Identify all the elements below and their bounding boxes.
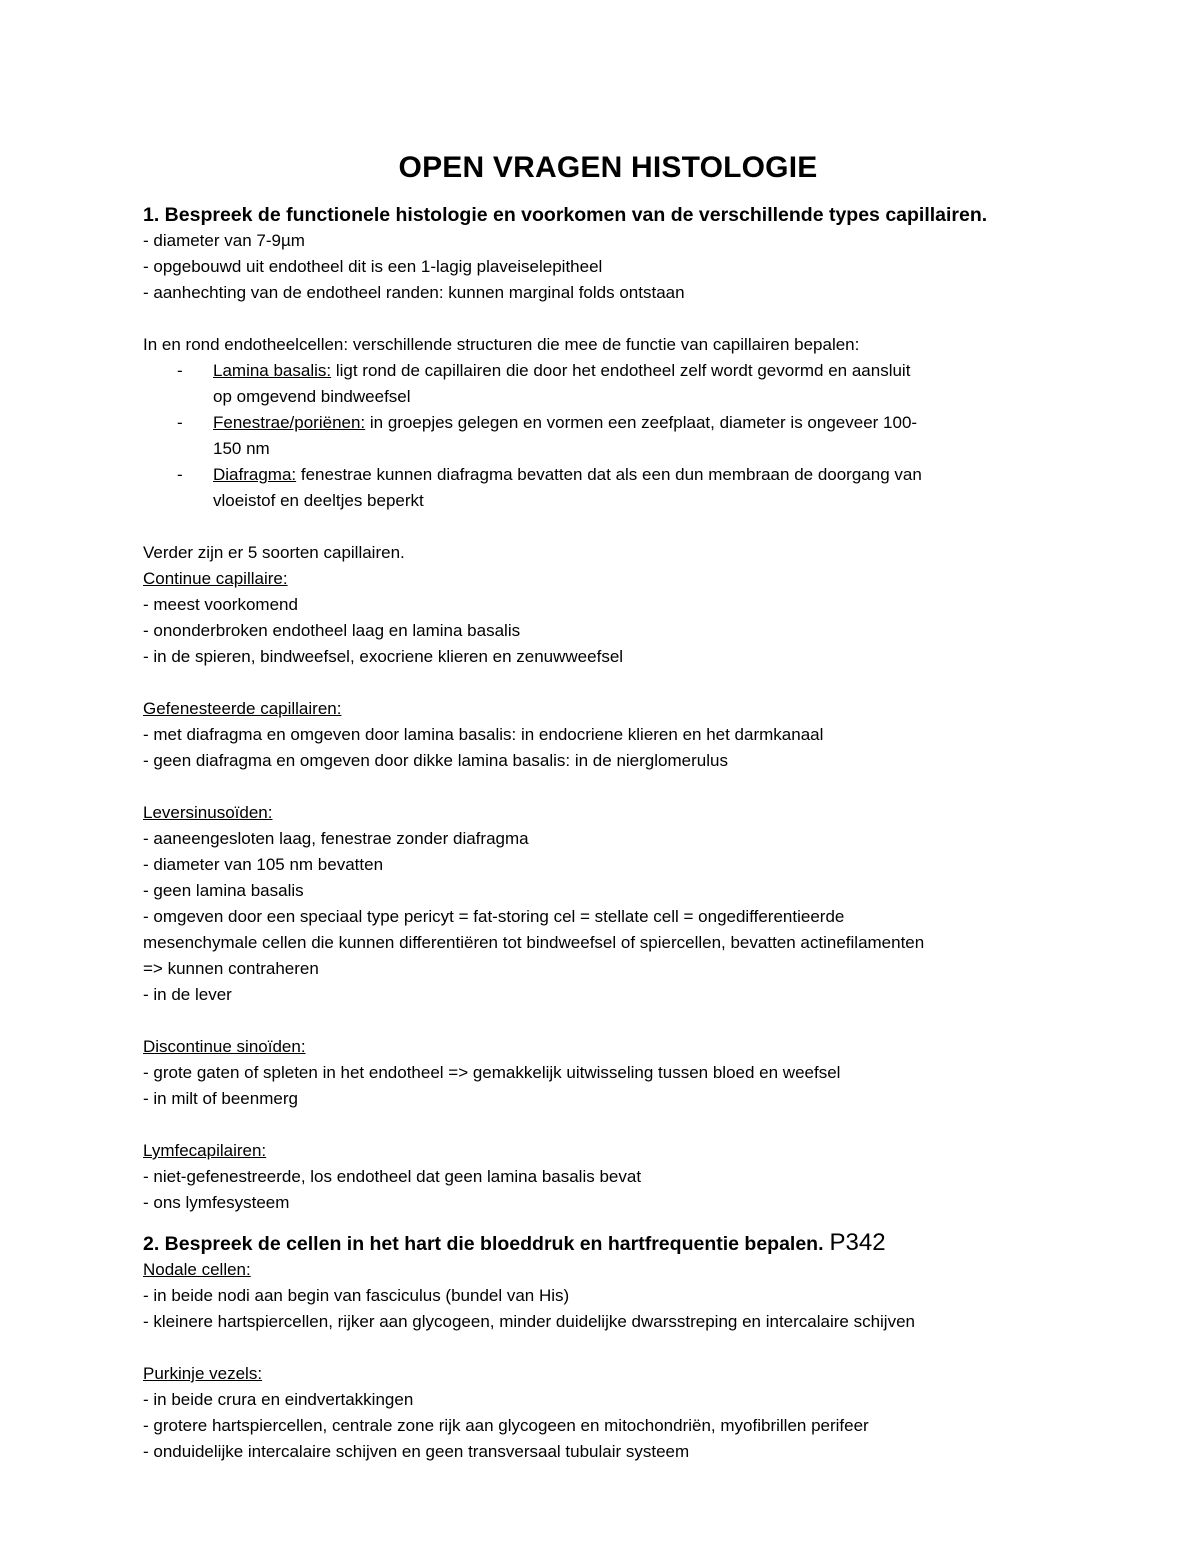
term-text-continued: op omgevend bindweefsel <box>213 387 411 406</box>
list-item <box>143 462 1073 514</box>
text-line: - meest voorkomend <box>143 595 298 614</box>
text-line: - onduidelijke intercalaire schijven en geen transversaal tubulair systeem <box>143 1442 690 1461</box>
page-title: OPEN VRAGEN HISTOLOGIE <box>398 151 818 184</box>
text-line: - in beide crura en eindvertakkingen <box>143 1390 414 1409</box>
text-line: - diameter van 105 nm bevatten <box>143 855 384 874</box>
text-line: - diameter van 7-9µm <box>143 231 305 250</box>
section-heading: Nodale cellen: <box>143 1260 251 1279</box>
text-line: - aanhechting van de endotheel randen: kunnen marginal folds ontstaan <box>143 283 685 302</box>
text-line: mesenchymale cellen die kunnen differentiëren tot bindweefsel of spiercellen, bevatten actinefilamenten <box>143 933 925 952</box>
text-line: - kleinere hartspiercellen, rijker aan glycogeen, minder duidelijke dwarsstreping en intercalaire schijven <box>143 1312 915 1331</box>
spacer <box>143 774 1073 800</box>
text-line: - ons lymfesysteem <box>143 1193 290 1212</box>
document-page <box>143 148 1073 1465</box>
spacer <box>143 1008 1073 1034</box>
text-line: => kunnen contraheren <box>143 959 319 978</box>
types-intro: Verder zijn er 5 soorten capillairen. <box>143 543 405 562</box>
section-heading: Purkinje vezels: <box>143 1364 263 1383</box>
section-heading: Discontinue sinoïden: <box>143 1037 306 1056</box>
text-line: - aaneengesloten laag, fenestrae zonder diafragma <box>143 829 529 848</box>
page-reference: P342 <box>829 1229 886 1256</box>
text-line: - in milt of beenmerg <box>143 1089 298 1108</box>
text-line: - omgeven door een speciaal type pericyt = fat-storing cel = stellate cell = ongedifferentieerde <box>143 907 845 926</box>
structure-list <box>143 358 1073 514</box>
spacer <box>143 514 1073 540</box>
list-item <box>143 410 1073 462</box>
term-text-continued: 150 nm <box>213 439 270 458</box>
section-heading: Leversinusoïden: <box>143 803 273 822</box>
bullet-dash: - <box>177 413 183 432</box>
text-line: - ononderbroken endotheel laag en lamina basalis <box>143 621 521 640</box>
spacer <box>143 670 1073 696</box>
spacer <box>143 1335 1073 1361</box>
bullet-dash: - <box>177 465 183 484</box>
text-line: - grotere hartspiercellen, centrale zone rijk aan glycogeen en mitochondriën, myofibrillen perifeer <box>143 1416 869 1435</box>
term-text: fenestrae kunnen diafragma bevatten dat als een dun membraan de doorgang van <box>296 465 922 484</box>
section-heading: Continue capillaire: <box>143 569 288 588</box>
section-heading: Gefenesteerde capillairen: <box>143 699 342 718</box>
text-line: - grote gaten of spleten in het endotheel => gemakkelijk uitwisseling tussen bloed en weefsel <box>143 1063 841 1082</box>
text-line: - geen lamina basalis <box>143 881 304 900</box>
spacer <box>143 1112 1073 1138</box>
list-item <box>143 358 1073 410</box>
term-text: ligt rond de capillairen die door het endotheel zelf wordt gevormd en aansluit <box>331 361 911 380</box>
question-2-text: 2. Bespreek de cellen in het hart die bloeddruk en hartfrequentie bepalen. <box>143 1233 824 1255</box>
text-line: - geen diafragma en omgeven door dikke lamina basalis: in de nierglomerulus <box>143 751 728 770</box>
term: Diafragma: <box>213 465 297 484</box>
spacer <box>143 306 1073 332</box>
text-line: - in de lever <box>143 985 232 1004</box>
question-1-heading: 1. Bespreek de functionele histologie en voorkomen van de verschillende types capillairen. <box>143 204 988 226</box>
structures-intro: In en rond endotheelcellen: verschillende structuren die mee de functie van capillairen bepalen: <box>143 335 860 354</box>
text-line: - met diafragma en omgeven door lamina basalis: in endocriene klieren en het darmkanaal <box>143 725 824 744</box>
question-2-heading <box>143 1230 1073 1257</box>
text-line: - in de spieren, bindweefsel, exocriene klieren en zenuwweefsel <box>143 647 624 666</box>
text-line: - in beide nodi aan begin van fasciculus (bundel van His) <box>143 1286 570 1305</box>
term-text-continued: vloeistof en deeltjes beperkt <box>213 491 424 510</box>
text-line: - opgebouwd uit endotheel dit is een 1-lagig plaveiselepitheel <box>143 257 603 276</box>
term: Lamina basalis: <box>213 361 332 380</box>
section-heading: Lymfecapilairen: <box>143 1141 267 1160</box>
text-line: - niet-gefenestreerde, los endotheel dat geen lamina basalis bevat <box>143 1167 642 1186</box>
term-text: in groepjes gelegen en vormen een zeefplaat, diameter is ongeveer 100- <box>365 413 918 432</box>
term: Fenestrae/poriënen: <box>213 413 366 432</box>
bullet-dash: - <box>177 361 183 380</box>
